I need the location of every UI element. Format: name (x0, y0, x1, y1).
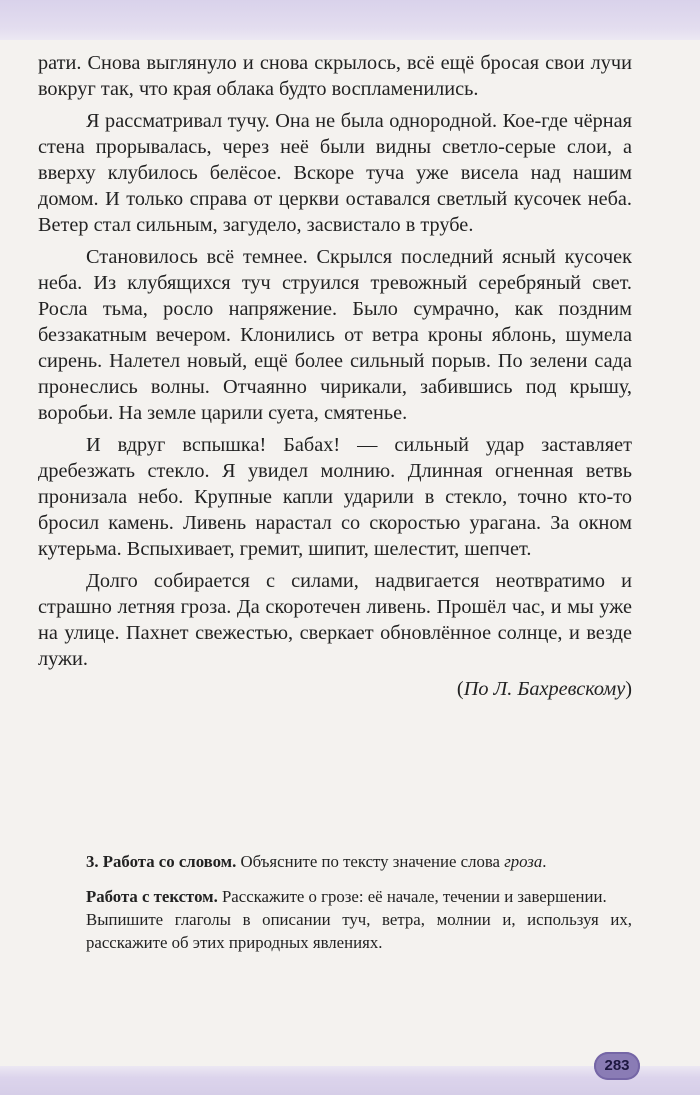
task-work-with-text (86, 885, 632, 908)
task-3-end: . (542, 852, 547, 871)
task-3-heading: 3. Работа со словом. (86, 852, 237, 871)
task-3-word: гроза (504, 852, 543, 871)
task-verbs: Выпишите глаголы в описании туч, ветра, молнии и, используя их, расскажите об этих природных явлениях. (86, 910, 632, 952)
story-paragraph-2: Я рассматривал тучу. Она не была однородной. Кое-где чёрная стена прорывалась, через неё были видны светло-серые слои, а вверху клубилось белёсое. Вскоре туча уже висела над нашим домом. И только справа от церкви оставался светлый кусочек неба. Ветер стал сильным, загудело, засвистало в трубе. (38, 110, 632, 236)
exercise-tasks (86, 850, 632, 954)
work-heading: Работа с текстом. (86, 887, 218, 906)
task-3 (86, 850, 632, 873)
story-paragraph-4: И вдруг вспышка! Бабах! — сильный удар заставляет дребезжать стекло. Я увидел молнию. Длинная огненная ветвь пронизала небо. Крупные капли ударили в стекло, точно кто-то бросил камень. Ливень нарастал со скоростью урагана. За окном кутерьма. Вспыхивает, гремит, шипит, шелестит, шепчет. (38, 434, 632, 560)
attribution-open-paren: ( (456, 678, 464, 700)
story-attribution (38, 676, 632, 702)
attribution-author: По Л. Бахревскому (463, 678, 626, 700)
attribution-close-paren: ) (625, 678, 632, 700)
work-text: Расскажите о грозе: её начале, течении и завершении. (217, 887, 607, 906)
story-text (38, 50, 632, 702)
story-paragraph-1: рати. Снова выглянуло и снова скрылось, всё ещё бросая свои лучи вокруг так, что края облака будто воспламенились. (38, 52, 632, 100)
story-paragraph-5: Долго собирается с силами, надвигается неотвратимо и страшно летняя гроза. Да скоротечен ливень. Прошёл час, и мы уже на улице. Пахнет свежестью, сверкает обновлённое солнце, и везде лужи. (38, 570, 632, 670)
task-3-text: Объясните по тексту значение слова (236, 852, 505, 871)
page-number-badge: 283 (594, 1052, 640, 1080)
story-paragraph-3: Становилось всё темнее. Скрылся последний ясный кусочек неба. Из клубящихся туч струился тревожный серебряный свет. Росла тьма, росло напряжение. Было сумрачно, как поздним беззакатным вечером. Клонились от ветра кроны яблонь, шумела сирень. Налетел новый, ещё более сильный порыв. По зелени сада пронеслись волны. Отчаянно чирикали, забившись под крышу, воробьи. На земле царили суета, смятенье. (38, 246, 632, 424)
top-decorative-band (0, 0, 700, 40)
